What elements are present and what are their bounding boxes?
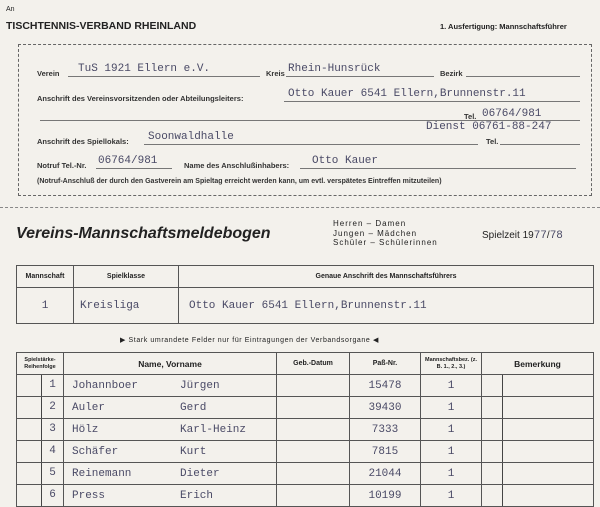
kreis-value[interactable]: Rhein-Hunsrück bbox=[288, 63, 381, 75]
player-table bbox=[16, 352, 594, 507]
name-cell[interactable] bbox=[64, 419, 277, 441]
col-pass: Paß-Nr. bbox=[350, 353, 421, 375]
dienst-value[interactable]: Dienst 06761-88-247 bbox=[426, 121, 552, 133]
rank-number[interactable]: 6 bbox=[49, 489, 56, 501]
remark-federation-box bbox=[482, 463, 503, 484]
player-row bbox=[17, 419, 594, 441]
rank-number[interactable]: 3 bbox=[49, 423, 56, 435]
remark-cell[interactable] bbox=[482, 375, 594, 397]
col-team: Mannschaftsbez. (z. B. 1., 2., 3.) bbox=[421, 353, 482, 375]
team-cell[interactable]: 1 bbox=[421, 419, 482, 441]
federation-box bbox=[17, 485, 42, 506]
pass-cell[interactable]: 39430 bbox=[350, 397, 421, 419]
venue-value[interactable]: Soonwaldhalle bbox=[148, 131, 234, 143]
chair-address-label: Anschrift des Vereinsvorsitzenden oder Abteilungsleiters: bbox=[37, 94, 244, 103]
team-cell[interactable]: 1 bbox=[421, 375, 482, 397]
rank-number[interactable]: 4 bbox=[49, 445, 56, 457]
tel1-value[interactable]: 06764/981 bbox=[482, 108, 542, 120]
federation-box bbox=[17, 375, 42, 396]
rank-cell bbox=[17, 419, 64, 441]
last-name[interactable]: Reinemann bbox=[72, 467, 132, 480]
season bbox=[482, 230, 563, 242]
first-name[interactable]: Kurt bbox=[180, 445, 207, 458]
remark-cell[interactable] bbox=[482, 441, 594, 463]
remark-cell[interactable] bbox=[482, 419, 594, 441]
pointer-icon: ▶ bbox=[120, 337, 129, 344]
tel1-label: Tel. bbox=[464, 112, 477, 121]
name-cell[interactable] bbox=[64, 441, 277, 463]
rank-number[interactable]: 1 bbox=[49, 379, 56, 391]
pass-cell[interactable]: 10199 bbox=[350, 485, 421, 507]
team-cell[interactable]: 1 bbox=[421, 463, 482, 485]
col-dob: Geb.-Datum bbox=[277, 353, 350, 375]
remark-federation-box bbox=[482, 397, 503, 418]
col-rank: Spielstärke-Reihenfolge bbox=[17, 353, 64, 375]
rank-cell bbox=[17, 485, 64, 507]
name-cell[interactable] bbox=[64, 375, 277, 397]
dob-cell[interactable] bbox=[277, 485, 350, 507]
remark-cell[interactable] bbox=[482, 485, 594, 507]
last-name[interactable]: Hölz bbox=[72, 423, 99, 436]
rank-number[interactable]: 2 bbox=[49, 401, 56, 413]
chair-address-value[interactable]: Otto Kauer 6541 Ellern,Brunnenstr.11 bbox=[288, 88, 526, 100]
recipient: TISCHTENNIS-VERBAND RHEINLAND bbox=[6, 20, 197, 32]
dob-cell[interactable] bbox=[277, 463, 350, 485]
category-line-3: Schüler – Schülerinnen bbox=[333, 238, 438, 247]
season-label: Spielzeit 19 bbox=[482, 230, 534, 241]
first-name[interactable]: Erich bbox=[180, 489, 214, 502]
pass-cell[interactable]: 21044 bbox=[350, 463, 421, 485]
team-cell[interactable]: 1 bbox=[421, 397, 482, 419]
verein-value[interactable]: TuS 1921 Ellern e.V. bbox=[78, 63, 211, 75]
name-cell[interactable] bbox=[64, 397, 277, 419]
connection-owner-label: Name des Anschlußinhabers: bbox=[184, 161, 290, 170]
remark-federation-box bbox=[482, 485, 503, 506]
pass-cell[interactable]: 7333 bbox=[350, 419, 421, 441]
rank-cell bbox=[17, 441, 64, 463]
an-label: An bbox=[6, 6, 15, 13]
dob-cell[interactable] bbox=[277, 441, 350, 463]
player-row bbox=[17, 463, 594, 485]
col-spielklasse: Spielklasse bbox=[74, 266, 179, 288]
pointer-icon-right: ◀ bbox=[370, 337, 379, 344]
rank-cell bbox=[17, 463, 64, 485]
last-name[interactable]: Johannboer bbox=[72, 379, 139, 392]
dob-cell[interactable] bbox=[277, 397, 350, 419]
first-name[interactable]: Karl-Heinz bbox=[180, 423, 247, 436]
name-cell[interactable] bbox=[64, 463, 277, 485]
player-row bbox=[17, 485, 594, 507]
category-line-1: Herren – Damen bbox=[333, 219, 407, 228]
dob-cell[interactable] bbox=[277, 419, 350, 441]
instruction-text: Stark umrandete Felder nur für Eintragungen der Verbandsorgane bbox=[128, 337, 371, 344]
player-table-header bbox=[17, 353, 594, 375]
instruction-line bbox=[120, 336, 379, 344]
remark-cell[interactable] bbox=[482, 397, 594, 419]
copy-note: 1. Ausfertigung: Mannschaftsführer bbox=[440, 22, 567, 31]
team-table-header bbox=[17, 266, 594, 288]
player-row bbox=[17, 375, 594, 397]
first-name[interactable]: Jürgen bbox=[180, 379, 220, 392]
remark-federation-box bbox=[482, 441, 503, 462]
emergency-tel-value[interactable]: 06764/981 bbox=[98, 155, 158, 167]
col-mannschaft: Mannschaft bbox=[17, 266, 74, 288]
bezirk-label: Bezirk bbox=[440, 69, 463, 78]
team-table-row bbox=[17, 288, 594, 324]
category-block bbox=[333, 219, 438, 248]
connection-owner-value[interactable]: Otto Kauer bbox=[312, 155, 379, 167]
federation-box bbox=[17, 419, 42, 440]
tel2-label: Tel. bbox=[486, 137, 499, 146]
remark-cell[interactable] bbox=[482, 463, 594, 485]
form-title: Vereins-Mannschaftsmeldebogen bbox=[16, 225, 271, 242]
verein-label: Verein bbox=[37, 69, 60, 78]
col-name: Name, Vorname bbox=[64, 353, 277, 375]
season-from[interactable]: 77 bbox=[533, 230, 547, 242]
federation-box bbox=[17, 441, 42, 462]
col-remark: Bemerkung bbox=[482, 353, 594, 375]
player-row bbox=[17, 397, 594, 419]
season-sep: / bbox=[546, 230, 550, 241]
divider bbox=[0, 207, 600, 208]
team-leader-address[interactable]: Otto Kauer 6541 Ellern,Brunnenstr.11 bbox=[179, 288, 594, 324]
dob-cell[interactable] bbox=[277, 375, 350, 397]
category-line-2: Jungen – Mädchen bbox=[333, 228, 418, 238]
last-name[interactable]: Schäfer bbox=[72, 445, 119, 458]
team-cell[interactable]: 1 bbox=[421, 485, 482, 507]
rank-cell bbox=[17, 375, 64, 397]
first-name[interactable]: Dieter bbox=[180, 467, 220, 480]
last-name[interactable]: Press bbox=[72, 489, 106, 502]
rank-cell bbox=[17, 397, 64, 419]
last-name[interactable]: Auler bbox=[72, 401, 106, 414]
rank-number[interactable]: 5 bbox=[49, 467, 56, 479]
season-to[interactable]: 78 bbox=[549, 230, 563, 242]
team-table bbox=[16, 265, 594, 324]
emergency-tel-label: Notruf Tel.-Nr. bbox=[37, 161, 87, 170]
emergency-note: (Notruf-Anschluß der durch den Gastverein am Spieltag erreicht werden kann, um evtl. verspätetes Eintreffen mitzuteilen) bbox=[37, 178, 442, 185]
team-class[interactable]: Kreisliga bbox=[74, 288, 179, 324]
col-address: Genaue Anschrift des Mannschaftsführers bbox=[179, 266, 594, 288]
team-number[interactable]: 1 bbox=[17, 288, 74, 324]
kreis-label: Kreis bbox=[266, 69, 285, 78]
team-cell[interactable]: 1 bbox=[421, 441, 482, 463]
remark-federation-box bbox=[482, 419, 503, 440]
pass-cell[interactable]: 15478 bbox=[350, 375, 421, 397]
remark-federation-box bbox=[482, 375, 503, 396]
first-name[interactable]: Gerd bbox=[180, 401, 207, 414]
pass-cell[interactable]: 7815 bbox=[350, 441, 421, 463]
venue-label: Anschrift des Spiellokals: bbox=[37, 137, 129, 146]
player-row bbox=[17, 441, 594, 463]
federation-box bbox=[17, 397, 42, 418]
federation-box bbox=[17, 463, 42, 484]
name-cell[interactable] bbox=[64, 485, 277, 507]
